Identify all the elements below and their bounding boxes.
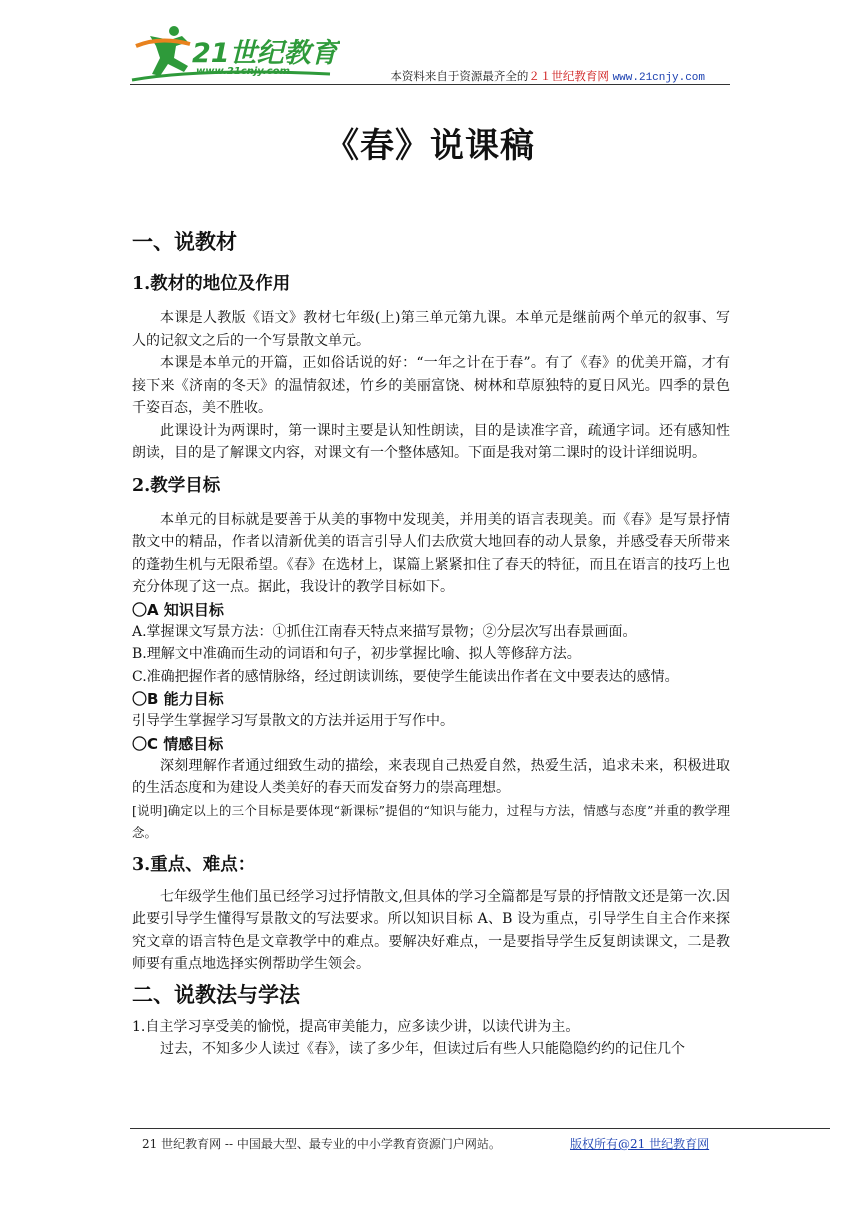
header-brand-link[interactable]: ２１世纪教育网: [528, 69, 609, 83]
logo-wordmark: 21世纪教育: [192, 38, 338, 69]
goal-b-text: 引导学生掌握学习写景散文的方法并运用于写作中。: [132, 713, 454, 729]
section-1-heading: 一、说教材: [132, 230, 237, 254]
subsection-1-3-heading: 3.重点、难点：: [132, 854, 256, 875]
goal-a-item: B.理解文中准确而生动的词语和句子，初步掌握比喻、拟人等修辞方法。: [132, 646, 581, 662]
paragraph: 此课设计为两课时，第一课时主要是认知性朗读，目的是读准字音，疏通字词。还有感知性朗读，目的是了解课文内容，对课文有一个整体感知。下面是我对第二课时的设计详细说明。: [132, 422, 730, 461]
subsection-1-1-heading: 1.教材的地位及作用: [132, 274, 291, 294]
goal-c-heading: 〇C 情感目标: [132, 734, 224, 753]
goal-a-heading: 〇A 知识目标: [132, 600, 224, 619]
header-url-link[interactable]: www.21cnjy.com: [612, 72, 705, 84]
header-source-note: [390, 68, 705, 84]
site-logo: [130, 22, 340, 86]
section-2-heading: 二、说教法与学法: [132, 982, 300, 1007]
paragraph: 过去，不知多少人读过《春》，读了多少年，但读过后有些人只能隐隐约约的记住几个: [160, 1041, 685, 1057]
goal-c-text: 深刻理解作者通过细致生动的描绘，来表现自己热爱自然，热爱生活，追求未来，积极进取的生活态度和为建设人类美好的春天而发奋努力的崇高理想。: [132, 757, 730, 796]
logo-url: www.21cnjy.com: [196, 66, 290, 77]
header-divider: [130, 84, 730, 85]
paragraph: 本课是本单元的开篇，正如俗话说的好：“一年之计在于春”。有了《春》的优美开篇，才有接下来《济南的冬天》的温情叙述，竹乡的美丽富饶、树林和草原独特的夏日风光。四季的景色千姿百态，美不胜收。: [132, 355, 730, 416]
paragraph: 本单元的目标就是要善于从美的事物中发现美，并用美的语言表现美。而《春》是写景抒情散文中的精品，作者以清新优美的语言引导人们去欣赏大地回春的动人景象，并感受春天所带来的蓬勃生机与无限希望。《春》在选材上，谋篇上紧紧扣住了春天的特征，而且在语言的技巧上也充分体现了这一点。据此，我设计的教学目标如下。: [132, 511, 730, 595]
goal-b-heading: 〇B 能力目标: [132, 690, 224, 708]
page-header: [130, 22, 730, 86]
document-body: [132, 225, 730, 1061]
paragraph: 1.自主学习享受美的愉悦，提高审美能力，应多读少讲，以读代讲为主。: [132, 1018, 580, 1035]
goals-note: [说明]确定以上的三个目标是要体现“新课标”提倡的“知识与能力，过程与方法，情感与态度”并重的教学理念。: [132, 802, 730, 840]
footer-copyright-link[interactable]: 版权所有@21 世纪教育网: [570, 1137, 710, 1151]
page-footer: [130, 1128, 830, 1159]
footer-site-description: 21 世纪教育网 -- 中国最大型、最专业的中小学教育资源门户网站。: [142, 1137, 501, 1151]
goal-a-item: A.掌握课文写景方法：①抓住江南春天特点来描写景物；②分层次写出春景画面。: [132, 623, 637, 640]
paragraph: 七年级学生他们虽已经学习过抒情散文,但具体的学习全篇都是写景的抒情散文还是第一次.因此要引导学生懂得写景散文的写法要求。所以知识目标 A、B 设为重点，引导学生自主合作来探究文章的语言特色是文章教学中的难点。要解决好难点，一是要指导学生反复朗读课文，二是教师要有重点地选择实例帮助学生领会。: [132, 888, 730, 972]
header-note-prefix: 本资料来自于资源最齐全的: [390, 69, 529, 83]
goal-a-item: C.准确把握作者的感情脉络，经过朗读训练，要使学生能读出作者在文中要表达的感情。: [132, 668, 679, 685]
paragraph: 本课是人教版《语文》教材七年级(上)第三单元第九课。本单元是继前两个单元的叙事、写人的记叙文之后的一个写景散文单元。: [132, 310, 730, 349]
footer-divider: [130, 1128, 830, 1129]
document-title: 《春》说课稿: [325, 126, 535, 166]
subsection-1-2-heading: 2.教学目标: [132, 475, 221, 496]
